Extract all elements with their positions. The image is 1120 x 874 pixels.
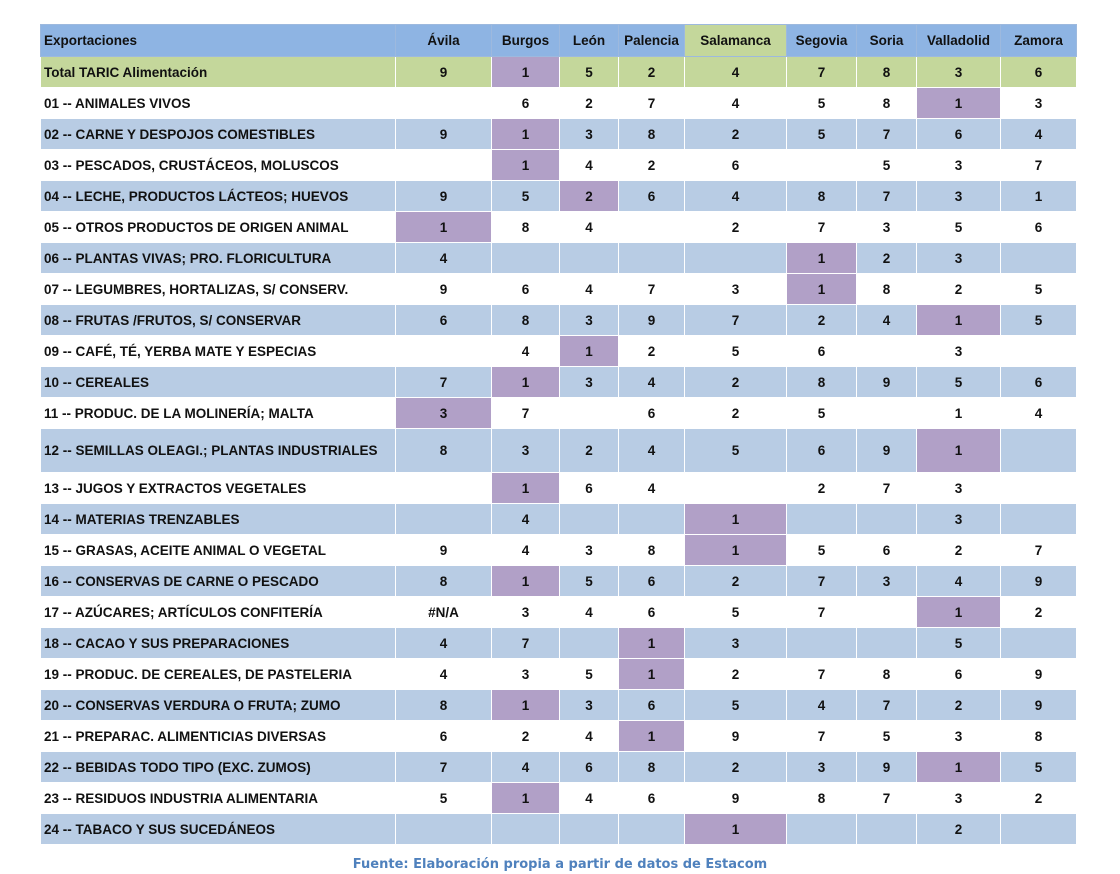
row-label: 01 -- ANIMALES VIVOS (41, 88, 396, 119)
rank-cell: 7 (857, 473, 917, 504)
rank-cell: 6 (1001, 212, 1077, 243)
column-header: Ávila (396, 25, 492, 57)
rank-cell (685, 473, 787, 504)
table-row (41, 212, 1077, 243)
rank-cell: 2 (1001, 783, 1077, 814)
rank-cell: 4 (619, 473, 685, 504)
rank-cell: 1 (560, 336, 619, 367)
row-label: 22 -- BEBIDAS TODO TIPO (EXC. ZUMOS) (41, 752, 396, 783)
rank-cell: 4 (560, 597, 619, 628)
rank-cell: 9 (857, 367, 917, 398)
rank-cell: 9 (396, 535, 492, 566)
rank-cell: 8 (787, 181, 857, 212)
rank-cell: 1 (619, 659, 685, 690)
source-note: Fuente: Elaboración propia a partir de datos de Estacom (352, 857, 768, 872)
rank-cell: 5 (685, 336, 787, 367)
rank-cell: 3 (917, 504, 1001, 535)
rank-cell: 4 (685, 181, 787, 212)
rank-cell: 2 (560, 429, 619, 473)
rank-cell: 2 (685, 212, 787, 243)
rank-cell: 9 (1001, 659, 1077, 690)
rank-cell (857, 336, 917, 367)
rank-cell: 1 (396, 212, 492, 243)
rank-cell: 4 (685, 57, 787, 88)
rank-cell: 5 (560, 659, 619, 690)
rank-cell: 2 (560, 181, 619, 212)
table-row (41, 783, 1077, 814)
rank-cell: 5 (787, 398, 857, 429)
row-label: 08 -- FRUTAS /FRUTOS, S/ CONSERVAR (41, 305, 396, 336)
rank-cell: 6 (917, 119, 1001, 150)
rank-cell: 6 (619, 783, 685, 814)
rank-cell: 5 (787, 119, 857, 150)
rank-cell: 8 (492, 305, 560, 336)
rank-cell (1001, 628, 1077, 659)
rank-cell: 6 (787, 429, 857, 473)
export-ranking-table (40, 24, 1077, 845)
rank-cell: 4 (560, 212, 619, 243)
rank-cell: 8 (396, 429, 492, 473)
row-label: 05 -- OTROS PRODUCTOS DE ORIGEN ANIMAL (41, 212, 396, 243)
rank-cell (492, 814, 560, 845)
rank-cell: 6 (619, 566, 685, 597)
header-label: Exportaciones (41, 25, 396, 57)
rank-cell (857, 814, 917, 845)
row-label: 04 -- LECHE, PRODUCTOS LÁCTEOS; HUEVOS (41, 181, 396, 212)
rank-cell: 3 (560, 305, 619, 336)
rank-cell: 2 (560, 88, 619, 119)
rank-cell: 3 (492, 659, 560, 690)
column-header: Salamanca (685, 25, 787, 57)
rank-cell (619, 504, 685, 535)
rank-cell (560, 814, 619, 845)
rank-cell: 5 (1001, 305, 1077, 336)
rank-cell: 9 (685, 783, 787, 814)
rank-cell: 2 (857, 243, 917, 274)
rank-cell: 9 (857, 752, 917, 783)
row-label: 13 -- JUGOS Y EXTRACTOS VEGETALES (41, 473, 396, 504)
rank-cell (560, 504, 619, 535)
table-row (41, 504, 1077, 535)
rank-cell: 4 (492, 752, 560, 783)
rank-cell: 1 (685, 535, 787, 566)
table-row (41, 305, 1077, 336)
rank-cell (560, 243, 619, 274)
rank-cell: 7 (492, 628, 560, 659)
rank-cell: 8 (396, 690, 492, 721)
rank-cell: 8 (857, 659, 917, 690)
row-label: 07 -- LEGUMBRES, HORTALIZAS, S/ CONSERV. (41, 274, 396, 305)
rank-cell: 9 (1001, 566, 1077, 597)
rank-cell: 1 (619, 721, 685, 752)
rank-cell (396, 88, 492, 119)
rank-cell (685, 243, 787, 274)
column-header: Burgos (492, 25, 560, 57)
rank-cell: 8 (857, 274, 917, 305)
table-row (41, 88, 1077, 119)
ranking-table-container (40, 24, 1077, 872)
rank-cell: 1 (492, 690, 560, 721)
rank-cell: 6 (619, 181, 685, 212)
rank-cell: 6 (685, 150, 787, 181)
rank-cell: 8 (787, 783, 857, 814)
rank-cell (619, 814, 685, 845)
rank-cell: 4 (492, 504, 560, 535)
table-row (41, 336, 1077, 367)
row-label: 10 -- CEREALES (41, 367, 396, 398)
rank-cell: 3 (857, 566, 917, 597)
rank-cell: 3 (560, 367, 619, 398)
rank-cell: 2 (685, 119, 787, 150)
rank-cell: 4 (560, 150, 619, 181)
rank-cell: 6 (619, 690, 685, 721)
row-label: 17 -- AZÚCARES; ARTÍCULOS CONFITERÍA (41, 597, 396, 628)
row-label: 03 -- PESCADOS, CRUSTÁCEOS, MOLUSCOS (41, 150, 396, 181)
table-row (41, 274, 1077, 305)
row-label: 02 -- CARNE Y DESPOJOS COMESTIBLES (41, 119, 396, 150)
rank-cell: 9 (396, 57, 492, 88)
column-header: Segovia (787, 25, 857, 57)
table-row (41, 243, 1077, 274)
rank-cell: 3 (492, 597, 560, 628)
rank-cell: 9 (619, 305, 685, 336)
rank-cell: 1 (492, 57, 560, 88)
table-row (41, 628, 1077, 659)
rank-cell: 7 (857, 690, 917, 721)
row-label: 12 -- SEMILLAS OLEAGI.; PLANTAS INDUSTRIALES (41, 429, 396, 473)
rank-cell: 9 (857, 429, 917, 473)
table-row (41, 690, 1077, 721)
table-row (41, 150, 1077, 181)
rank-cell: 7 (787, 212, 857, 243)
rank-cell: 4 (560, 721, 619, 752)
rank-cell: 7 (685, 305, 787, 336)
rank-cell: 5 (492, 181, 560, 212)
rank-cell: 2 (685, 752, 787, 783)
rank-cell: 2 (619, 150, 685, 181)
rank-cell: 6 (492, 88, 560, 119)
rank-cell: 4 (619, 429, 685, 473)
rank-cell: 7 (857, 119, 917, 150)
rank-cell: 6 (787, 336, 857, 367)
rank-cell: 2 (917, 690, 1001, 721)
rank-cell: 2 (917, 535, 1001, 566)
rank-cell: 8 (619, 752, 685, 783)
rank-cell (396, 336, 492, 367)
rank-cell: 8 (492, 212, 560, 243)
rank-cell: 6 (619, 398, 685, 429)
rank-cell: 9 (396, 274, 492, 305)
rank-cell: 3 (917, 181, 1001, 212)
rank-cell: 4 (492, 535, 560, 566)
rank-cell: 4 (396, 659, 492, 690)
rank-cell: 8 (787, 367, 857, 398)
rank-cell: 7 (1001, 535, 1077, 566)
rank-cell: 7 (396, 752, 492, 783)
row-label: 06 -- PLANTAS VIVAS; PRO. FLORICULTURA (41, 243, 396, 274)
rank-cell: 1 (492, 783, 560, 814)
row-label: 20 -- CONSERVAS VERDURA O FRUTA; ZUMO (41, 690, 396, 721)
rank-cell: 2 (917, 274, 1001, 305)
rank-cell: 4 (1001, 119, 1077, 150)
rank-cell: 7 (787, 721, 857, 752)
rank-cell: 3 (685, 274, 787, 305)
rank-cell: 5 (685, 429, 787, 473)
row-label: 14 -- MATERIAS TRENZABLES (41, 504, 396, 535)
table-row (41, 473, 1077, 504)
rank-cell: 2 (1001, 597, 1077, 628)
table-row (41, 659, 1077, 690)
rank-cell: 7 (787, 597, 857, 628)
rank-cell (1001, 504, 1077, 535)
rank-cell (1001, 243, 1077, 274)
rank-cell: 1 (787, 274, 857, 305)
rank-cell: 8 (619, 535, 685, 566)
rank-cell (787, 504, 857, 535)
rank-cell (1001, 814, 1077, 845)
rank-cell: 7 (1001, 150, 1077, 181)
column-header: León (560, 25, 619, 57)
rank-cell (619, 243, 685, 274)
rank-cell: 5 (917, 628, 1001, 659)
rank-cell: 1 (787, 243, 857, 274)
rank-cell: 1 (492, 150, 560, 181)
rank-cell: 1 (917, 305, 1001, 336)
rank-cell (396, 473, 492, 504)
rank-cell: 4 (1001, 398, 1077, 429)
rank-cell: 1 (685, 504, 787, 535)
rank-cell: 6 (396, 721, 492, 752)
rank-cell: 7 (619, 88, 685, 119)
rank-cell: 7 (857, 783, 917, 814)
rank-cell: 6 (619, 597, 685, 628)
row-label: 21 -- PREPARAC. ALIMENTICIAS DIVERSAS (41, 721, 396, 752)
rank-cell: 8 (857, 57, 917, 88)
rank-cell: 3 (685, 628, 787, 659)
rank-cell (857, 628, 917, 659)
row-label: 16 -- CONSERVAS DE CARNE O PESCADO (41, 566, 396, 597)
rank-cell: 1 (917, 597, 1001, 628)
rank-cell: 5 (917, 212, 1001, 243)
rank-cell: 6 (560, 752, 619, 783)
rank-cell: 3 (560, 119, 619, 150)
rank-cell: 7 (619, 274, 685, 305)
rank-cell: 8 (857, 88, 917, 119)
rank-cell: 5 (685, 597, 787, 628)
rank-cell: 3 (917, 721, 1001, 752)
rank-cell: 7 (857, 181, 917, 212)
rank-cell: 2 (787, 473, 857, 504)
rank-cell: 3 (917, 150, 1001, 181)
rank-cell (1001, 336, 1077, 367)
rank-cell: 9 (396, 181, 492, 212)
rank-cell: 4 (685, 88, 787, 119)
rank-cell: 5 (787, 88, 857, 119)
rank-cell: 2 (619, 57, 685, 88)
rank-cell: 6 (396, 305, 492, 336)
rank-cell (396, 150, 492, 181)
rank-cell (396, 504, 492, 535)
row-label: 11 -- PRODUC. DE LA MOLINERÍA; MALTA (41, 398, 396, 429)
rank-cell: 3 (560, 535, 619, 566)
table-row (41, 367, 1077, 398)
rank-cell: 3 (917, 57, 1001, 88)
rank-cell (787, 628, 857, 659)
rank-cell: 3 (917, 243, 1001, 274)
header-row (41, 25, 1077, 57)
table-row (41, 398, 1077, 429)
rank-cell: 6 (1001, 57, 1077, 88)
rank-cell: 1 (1001, 181, 1077, 212)
rank-cell: 5 (1001, 274, 1077, 305)
rank-cell: 8 (619, 119, 685, 150)
rank-cell: 3 (787, 752, 857, 783)
rank-cell (619, 212, 685, 243)
table-row (41, 752, 1077, 783)
rank-cell (492, 243, 560, 274)
rank-cell: 2 (685, 566, 787, 597)
rank-cell: 4 (857, 305, 917, 336)
table-row (41, 181, 1077, 212)
rank-cell: 2 (685, 398, 787, 429)
rank-cell: 2 (685, 659, 787, 690)
rank-cell: 1 (685, 814, 787, 845)
rank-cell: 4 (396, 628, 492, 659)
rank-cell: 3 (396, 398, 492, 429)
table-row (41, 119, 1077, 150)
row-label: 19 -- PRODUC. DE CEREALES, DE PASTELERIA (41, 659, 396, 690)
row-label: 09 -- CAFÉ, TÉ, YERBA MATE Y ESPECIAS (41, 336, 396, 367)
rank-cell (857, 398, 917, 429)
rank-cell: 1 (917, 752, 1001, 783)
table-row (41, 429, 1077, 473)
rank-cell: 1 (492, 566, 560, 597)
column-header: Zamora (1001, 25, 1077, 57)
rank-cell (1001, 473, 1077, 504)
table-row (41, 814, 1077, 845)
rank-cell: 5 (560, 566, 619, 597)
rank-cell: 4 (917, 566, 1001, 597)
rank-cell: 6 (492, 274, 560, 305)
rank-cell (787, 814, 857, 845)
rank-cell: 3 (917, 783, 1001, 814)
rank-cell: 7 (396, 367, 492, 398)
column-header: Palencia (619, 25, 685, 57)
rank-cell: 4 (619, 367, 685, 398)
rank-cell (396, 814, 492, 845)
rank-cell: 3 (1001, 88, 1077, 119)
rank-cell: 4 (560, 274, 619, 305)
rank-cell: 6 (917, 659, 1001, 690)
table-row (41, 535, 1077, 566)
rank-cell: 9 (396, 119, 492, 150)
rank-cell: 5 (685, 690, 787, 721)
table-body (41, 57, 1077, 845)
rank-cell (560, 628, 619, 659)
rank-cell: 5 (396, 783, 492, 814)
rank-cell: 5 (560, 57, 619, 88)
rank-cell (787, 150, 857, 181)
rank-cell: 4 (787, 690, 857, 721)
rank-cell: 1 (917, 429, 1001, 473)
rank-cell: 6 (857, 535, 917, 566)
rank-cell: 5 (917, 367, 1001, 398)
rank-cell: 6 (560, 473, 619, 504)
rank-cell: 1 (917, 88, 1001, 119)
row-label: 15 -- GRASAS, ACEITE ANIMAL O VEGETAL (41, 535, 396, 566)
rank-cell: 2 (917, 814, 1001, 845)
rank-cell: 2 (685, 367, 787, 398)
table-row (41, 566, 1077, 597)
rank-cell: 8 (396, 566, 492, 597)
row-label: 24 -- TABACO Y SUS SUCEDÁNEOS (41, 814, 396, 845)
rank-cell: 4 (560, 783, 619, 814)
rank-cell: 3 (917, 473, 1001, 504)
rank-cell: 7 (787, 566, 857, 597)
rank-cell: 2 (619, 336, 685, 367)
rank-cell: 7 (787, 659, 857, 690)
rank-cell: 4 (396, 243, 492, 274)
rank-cell: 1 (619, 628, 685, 659)
rank-cell: 3 (492, 429, 560, 473)
rank-cell: 1 (492, 367, 560, 398)
rank-cell: #N/A (396, 597, 492, 628)
rank-cell: 2 (492, 721, 560, 752)
rank-cell: 5 (857, 721, 917, 752)
row-label: Total TARIC Alimentación (41, 57, 396, 88)
row-label: 23 -- RESIDUOS INDUSTRIA ALIMENTARIA (41, 783, 396, 814)
rank-cell: 7 (492, 398, 560, 429)
rank-cell: 1 (917, 398, 1001, 429)
table-row (41, 721, 1077, 752)
rank-cell (857, 597, 917, 628)
rank-cell: 4 (492, 336, 560, 367)
row-label: 18 -- CACAO Y SUS PREPARACIONES (41, 628, 396, 659)
rank-cell: 3 (560, 690, 619, 721)
rank-cell: 1 (492, 473, 560, 504)
rank-cell: 2 (787, 305, 857, 336)
table-row (41, 597, 1077, 628)
column-header: Valladolid (917, 25, 1001, 57)
rank-cell: 1 (492, 119, 560, 150)
rank-cell: 9 (685, 721, 787, 752)
rank-cell: 5 (787, 535, 857, 566)
rank-cell: 5 (857, 150, 917, 181)
rank-cell: 3 (857, 212, 917, 243)
rank-cell: 6 (1001, 367, 1077, 398)
rank-cell (1001, 429, 1077, 473)
rank-cell: 7 (787, 57, 857, 88)
rank-cell: 5 (1001, 752, 1077, 783)
rank-cell (560, 398, 619, 429)
rank-cell: 9 (1001, 690, 1077, 721)
total-row (41, 57, 1077, 88)
rank-cell: 8 (1001, 721, 1077, 752)
rank-cell (857, 504, 917, 535)
column-header: Soria (857, 25, 917, 57)
rank-cell: 3 (917, 336, 1001, 367)
